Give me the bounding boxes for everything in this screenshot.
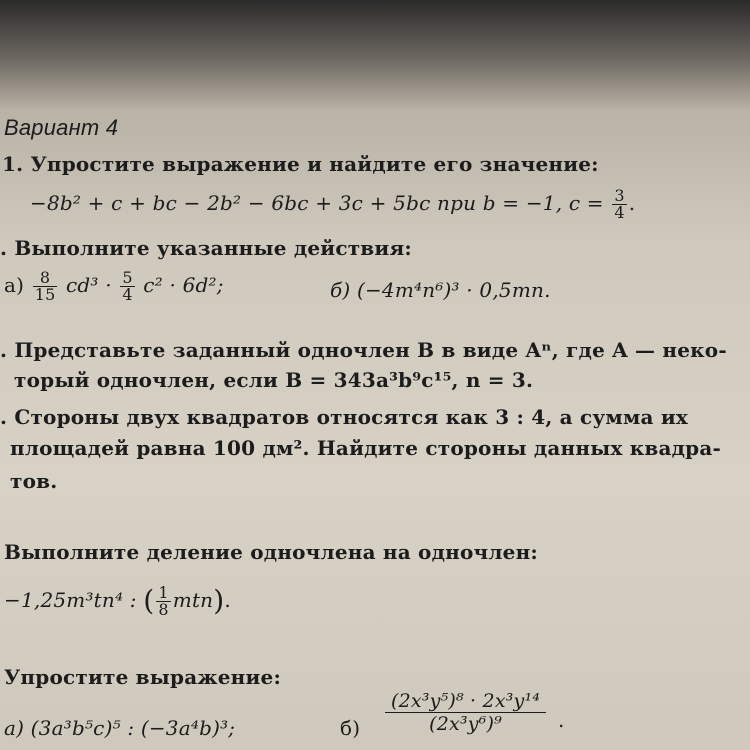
- task2-a-frac2-den: 4: [122, 285, 133, 304]
- task2-heading: . Выполните указанные действия:: [0, 236, 413, 260]
- task5-frac-num: 1: [158, 583, 169, 602]
- task6-b-label: б): [340, 716, 361, 740]
- task4-line3: тов.: [10, 469, 58, 493]
- task2-a-frac1-den: 15: [34, 285, 56, 304]
- task5-frac-den: 8: [158, 600, 169, 619]
- task5-expr-start: −1,25m³tn⁴ :: [4, 588, 137, 612]
- task2-part-b: б) (−4m⁴n⁶)³ · 0,5mn.: [330, 278, 551, 302]
- task2-a-fraction1: [33, 270, 58, 303]
- task5-fraction: [156, 585, 170, 618]
- variant-title: Вариант 4: [4, 115, 119, 140]
- task6-b-denominator: (2x³y⁶)⁹: [429, 713, 502, 735]
- task6-part-a: а) (3a³b⁵c)⁵ : (−3a⁴b)³;: [4, 716, 236, 740]
- task2-a-fraction2: [120, 270, 134, 303]
- task2-a-frac1-num: 8: [33, 270, 58, 287]
- task5-heading: Выполните деление одночлена на одночлен:: [4, 540, 538, 564]
- task1-heading: 1. Упростите выражение и найдите его значение:: [2, 152, 599, 176]
- task2-a-label: а): [4, 273, 25, 297]
- task2-a-end: c² · 6d²;: [143, 273, 224, 297]
- task6-b-dot: .: [558, 708, 565, 732]
- task1-dot: .: [628, 191, 636, 215]
- task2-a-frac2-num: 5: [122, 268, 133, 287]
- task5-expr-end: mtn: [172, 588, 214, 612]
- task1-expr-text: −8b² + c + bc − 2b² − 6bc + 3c + 5bc при b = −1, c =: [30, 191, 604, 215]
- task4-line1: . Стороны двух квадратов относятся как 3 : 4, а сумма их: [0, 405, 689, 429]
- task3-line1: . Представьте заданный одночлен B в виде Aⁿ, где A — неко-: [0, 338, 727, 362]
- task5-dot: .: [224, 588, 231, 612]
- task5-expression: [4, 584, 231, 618]
- task6-b-numerator: (2x³y⁵)⁸ · 2x³y¹⁴: [385, 690, 546, 713]
- task1-c-den: 4: [614, 203, 625, 222]
- task1-c-fraction: [612, 188, 626, 221]
- task2-part-a: [4, 270, 224, 303]
- task4-line2: площадей равна 100 дм². Найдите стороны данных квадра-: [10, 436, 722, 460]
- task6-b-fraction: [385, 690, 546, 735]
- task3-line2: торый одночлен, если B = 343a³b⁹c¹⁵, n = 3.: [14, 368, 534, 392]
- task1-c-num: 3: [614, 186, 625, 205]
- task1-expression: [30, 188, 635, 221]
- task5-close-paren: ): [213, 584, 225, 617]
- task5-open-paren: (: [143, 584, 155, 617]
- task6-heading: Упростите выражение:: [4, 665, 282, 689]
- task2-a-mid: cd³ ·: [66, 273, 112, 297]
